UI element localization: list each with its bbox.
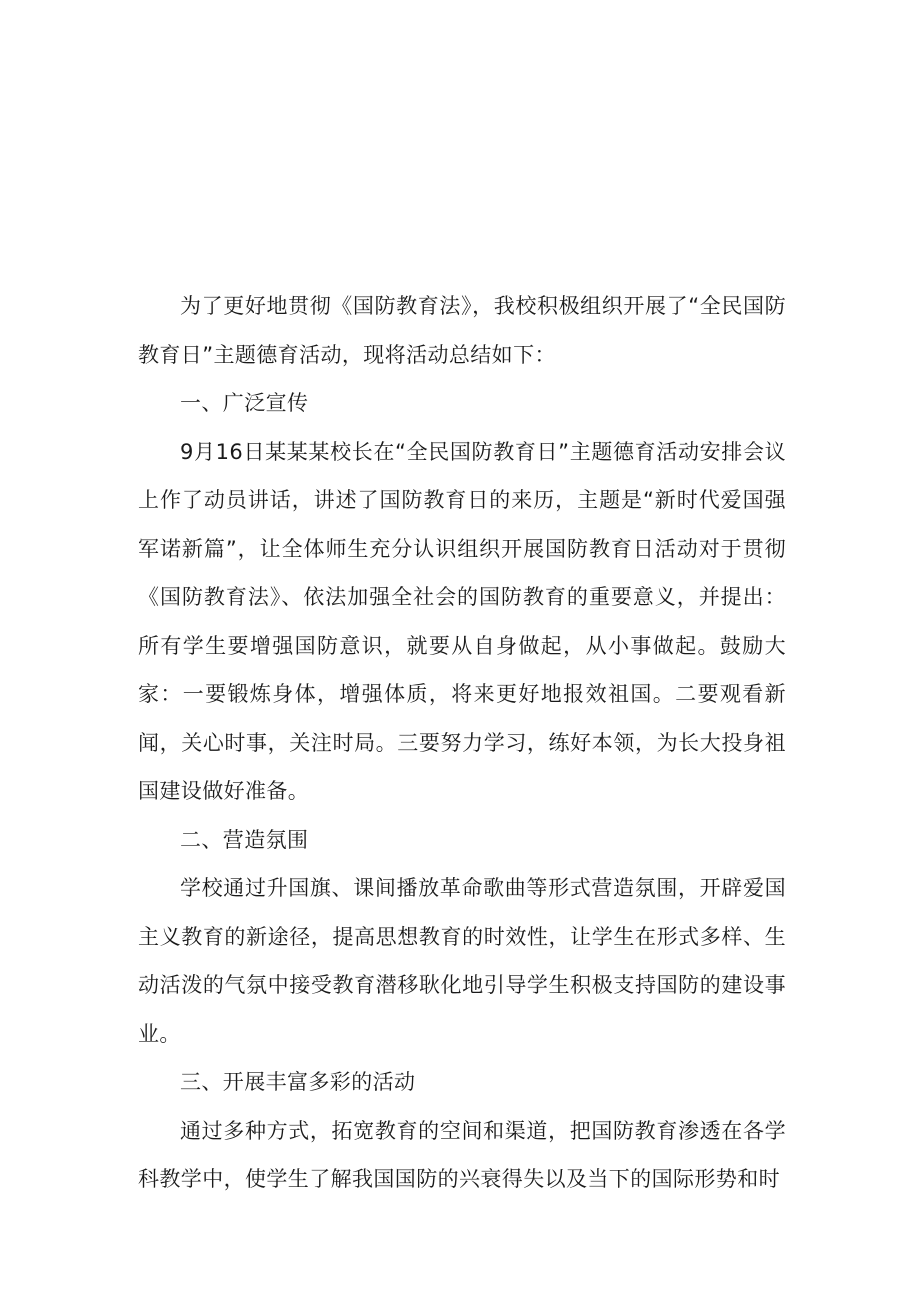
section-body-atmosphere: 学校通过升国旗、课间播放革命歌曲等形式营造氛围，开辟爱国主义教育的新途径，提高思想教育的时效性，让学生在形式多样、生动活泼的气氛中接受教育潜移耿化地引导学生积极支持国防的建设事业。 xyxy=(138,876,786,1046)
section-heading-activities: 三、开展丰富多彩的活动 xyxy=(180,1070,416,1094)
section-body-publicity: 9月16日某某某校长在“全民国防教育日”主题德育活动安排会议上作了动员讲话，讲述了国防教育日的来历，主题是“新时代爱国强军诺新篇”，让全体师生充分认识组织开展国防教育日活动对于贯彻《国防教育法》、依法加强全社会的国防教育的重要意义，并提出：所有学生要增强国防意识，就要从自身做起，从小事做起。鼓励大家：一要锻炼身体，增强体质，将来更好地报效祖国。二要观看新闻，关心时事，关注时局。三要努力学习，练好本领，为长大投身祖国建设做好准备。 xyxy=(138,439,786,803)
intro-paragraph: 为了更好地贯彻《国防教育法》，我校积极组织开展了“全民国防教育日”主题德育活动，现将活动总结如下： xyxy=(138,294,786,367)
section-heading-publicity: 一、广泛宣传 xyxy=(180,391,309,415)
section-body-activities: 通过多种方式，拓宽教育的空间和渠道，把国防教育渗透在各学科教学中，使学生了解我国国防的兴衰得失以及当下的国际形势和时 xyxy=(138,1118,786,1191)
document-body xyxy=(138,282,786,1204)
section-heading-atmosphere: 二、营造氛围 xyxy=(180,827,309,852)
